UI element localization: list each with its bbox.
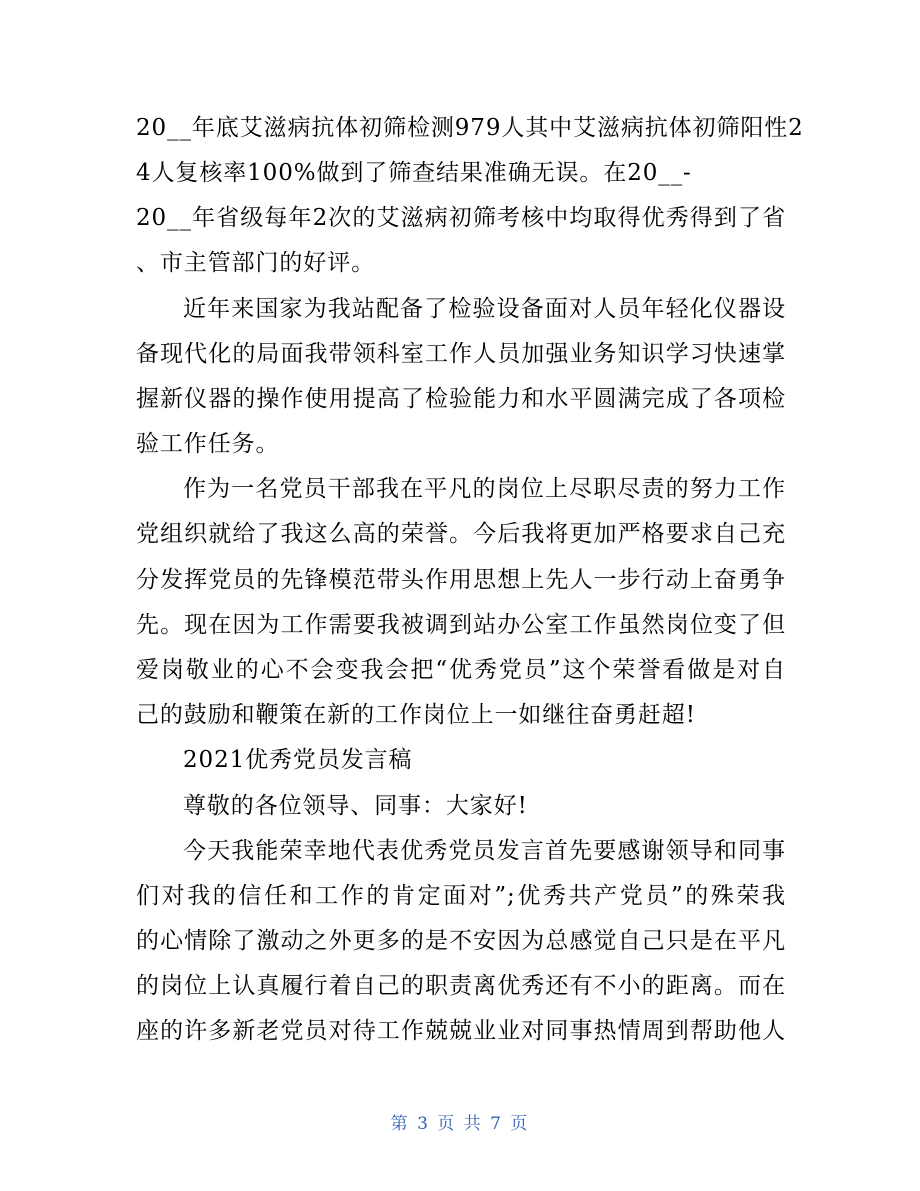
text-line: 们对我的信任和工作的肯定面对”;优秀共产党员”的殊荣我 bbox=[136, 883, 786, 909]
text-line: 的心情除了激动之外更多的是不安因为总感觉自己只是在平凡 bbox=[136, 928, 786, 954]
text-line: 4人复核率100%做到了筛查结果准确无误。在20__- bbox=[136, 160, 692, 186]
page-footer: 第 3 页 共 7 页 bbox=[390, 1114, 530, 1134]
text-line: 验工作任务。 bbox=[136, 431, 280, 457]
text-line: 备现代化的局面我带领科室工作人员加强业务知识学习快速掌 bbox=[136, 341, 786, 367]
text-line: 爱岗敬业的心不会变我会把“优秀党员”这个荣誉看做是对自 bbox=[136, 657, 786, 683]
text-line: 近年来国家为我站配备了检验设备面对人员年轻化仪器设 bbox=[183, 296, 786, 322]
text-line: 己的鼓励和鞭策在新的工作岗位上一如继往奋勇赶超! bbox=[136, 702, 696, 728]
salutation: 尊敬的各位领导、同事：大家好! bbox=[183, 793, 528, 819]
text-line: 的岗位上认真履行着自己的职责离优秀还有不小的距离。而在 bbox=[136, 973, 786, 999]
text-line: 、市主管部门的好评。 bbox=[136, 250, 375, 276]
text-line: 20__年底艾滋病抗体初筛检测979人其中艾滋病抗体初筛阳性2 bbox=[136, 115, 804, 141]
text-line: 作为一名党员干部我在平凡的岗位上尽职尽责的努力工作 bbox=[183, 476, 786, 502]
text-line: 握新仪器的操作使用提高了检验能力和水平圆满完成了各项检 bbox=[136, 386, 786, 412]
text-line: 分发挥党员的先锋模范带头作用思想上先人一步行动上奋勇争 bbox=[136, 567, 786, 593]
section-heading: 2021优秀党员发言稿 bbox=[183, 747, 413, 773]
text-line: 先。现在因为工作需要我被调到站办公室工作虽然岗位变了但 bbox=[136, 612, 786, 638]
text-line: 20__年省级每年2次的艾滋病初筛考核中均取得优秀得到了省 bbox=[136, 205, 786, 231]
text-line: 今天我能荣幸地代表优秀党员发言首先要感谢领导和同事 bbox=[183, 838, 786, 864]
text-line: 党组织就给了我这么高的荣誉。今后我将更加严格要求自己充 bbox=[136, 521, 786, 547]
text-line: 座的许多新老党员对待工作兢兢业业对同事热情周到帮助他人 bbox=[136, 1018, 786, 1044]
